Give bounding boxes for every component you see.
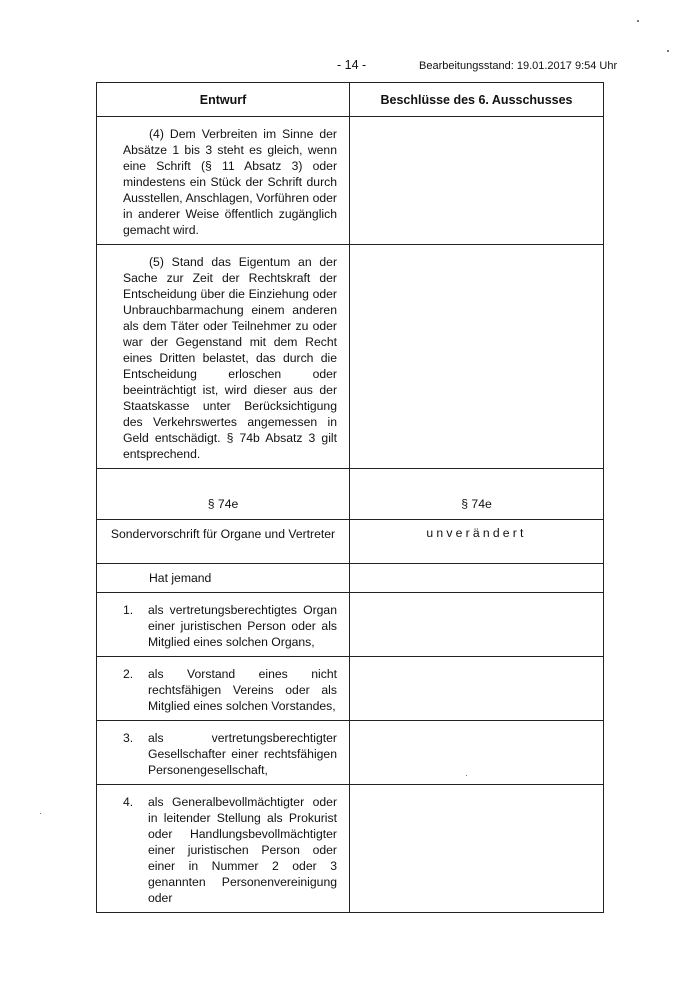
table-row: [97, 469, 604, 520]
list-item: [97, 657, 349, 720]
revision-status: Bearbeitungsstand: 19.01.2017 9:54 Uhr: [419, 60, 618, 72]
item-text: als vertretungsberechtigtes Organ einer juristischen Person oder als Mitglied eines solchen Organs,: [148, 603, 337, 649]
item-number: 3.: [123, 731, 134, 745]
column-header-committee: Beschlüsse des 6. Ausschusses: [350, 83, 604, 117]
table-row: [97, 593, 604, 657]
unchanged-note: unverändert: [426, 526, 527, 540]
scan-speck: [40, 813, 41, 814]
list-item: [97, 785, 349, 912]
item-text: als Generalbevollmächtigter oder in leitender Stellung als Prokurist oder Handlungsbevollmächtigter einer juristischen Person oder einer in Nummer 2 oder 3 genannten Personenvereinigung oder: [148, 795, 337, 905]
table-row: [97, 657, 604, 721]
intro-text: Hat jemand: [149, 571, 212, 585]
item-number: 2.: [123, 667, 134, 681]
empty-cell: [350, 245, 604, 469]
empty-cell: [350, 721, 604, 785]
scan-speck: [466, 775, 467, 776]
scan-speck: [667, 50, 669, 52]
scan-speck: [637, 20, 639, 22]
item-text: als Vorstand eines nicht rechtsfähigen Vereins oder als Mitglied eines solchen Vorstandes,: [148, 667, 337, 713]
empty-cell: [350, 657, 604, 721]
table-header-row: [97, 83, 604, 117]
item-number: 1.: [123, 603, 134, 617]
section-number-left: § 74e: [207, 497, 239, 511]
table-row: [97, 117, 604, 245]
table-row: [97, 785, 604, 913]
table-row: [97, 520, 604, 564]
table-row: [97, 564, 604, 593]
table-row: [97, 721, 604, 785]
section-number-right: § 74e: [461, 497, 492, 511]
list-item: [97, 721, 349, 784]
page-number: - 14 -: [337, 58, 367, 72]
empty-cell: [350, 564, 604, 593]
table-row: [97, 245, 604, 469]
item-number: 4.: [123, 795, 134, 809]
empty-cell: [350, 593, 604, 657]
synopsis-table: [96, 82, 604, 913]
list-item: [97, 593, 349, 656]
empty-cell: [350, 117, 604, 245]
paragraph-5: (5) Stand das Eigentum an der Sache zur Zeit der Rechtskraft der Entscheidung über die Einziehung oder Unbrauchbarmachung einem anderen als dem Täter oder Teilnehmer zu oder war der Gegenstand mit dem Recht eines Dritten belastet, das durch die Entscheidung erloschen oder beeinträchtigt ist, wird dieser aus der Staatskasse unter Berücksichtigung des Verkehrswertes angemessen in Geld entschädigt. § 74b Absatz 3 gilt entsprechend.: [123, 255, 337, 461]
section-heading: Sondervorschrift für Organe und Vertreter: [110, 527, 336, 541]
paragraph-4: (4) Dem Verbreiten im Sinne der Absätze 1 bis 3 steht es gleich, wenn eine Schrift (§ 11 Absatz 3) oder mindestens ein Stück der Schrift durch Ausstellen, Anschlagen, Vorführen oder in anderer Weise öffentlich zugänglich gemacht wird.: [123, 127, 337, 237]
empty-cell: [350, 785, 604, 913]
column-header-draft: Entwurf: [97, 83, 350, 117]
item-text: als vertretungsberechtigter Gesellschafter einer rechtsfähigen Personengesellschaft,: [148, 731, 337, 777]
